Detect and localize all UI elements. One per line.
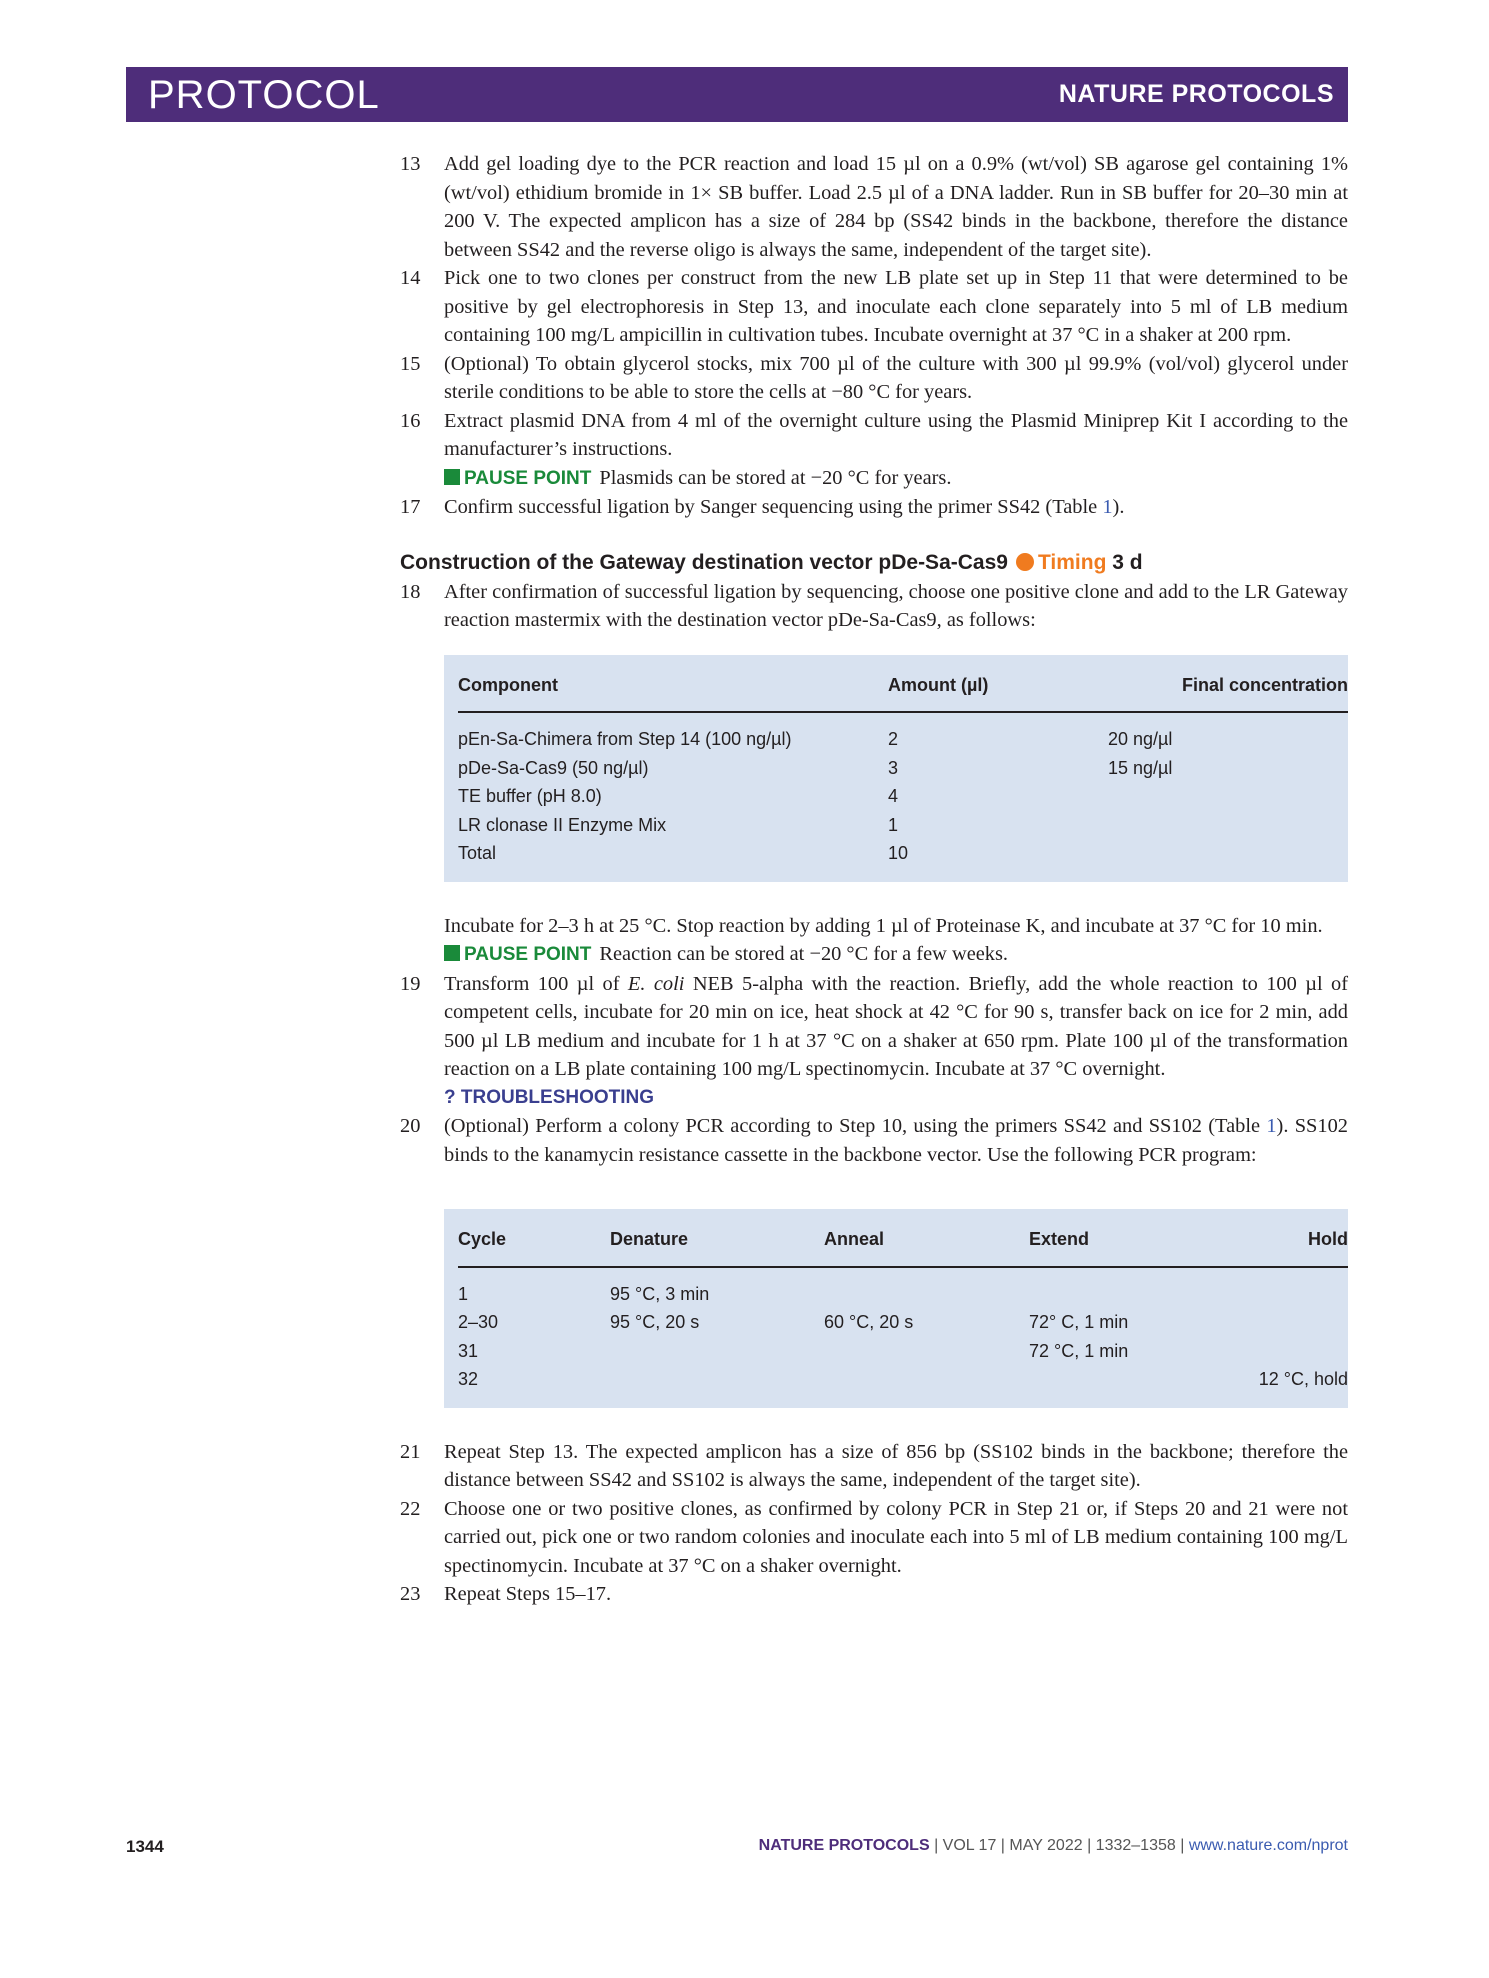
table-cell: 72° C, 1 min [1029,1312,1129,1332]
table-cell: 72 °C, 1 min [1029,1340,1129,1361]
step-19 [400,970,1348,1084]
table-row [458,1365,1348,1394]
table-header: Cycle [458,1215,610,1267]
table-row [458,782,1348,811]
step-text: Add gel loading dye to the PCR reaction and load 15 µl on a 0.9% (wt/vol) SB agarose gel containing 1% (wt/vol) ethidium bromide in 1× SB buffer. Load 2.5 µl of a DNA ladder. Run in SB buffer for 20–30 min at 200 V. The expected amplicon has a size of 284 bp (SS42 binds in the backbone, therefore the distance between SS42 and the reverse oligo is always the same, independent of the target site). [444,153,1348,261]
step-13 [400,150,1348,264]
section-label: PROTOCOL [148,73,380,117]
table-cell [1108,782,1348,811]
table-row [458,754,1348,783]
pcr-program-table [444,1209,1348,1408]
pause-square-icon [444,945,460,961]
table-cell: 15 ng/µl [1108,757,1173,778]
table-cell [824,1267,1029,1309]
table-cell [1108,811,1348,840]
step-text-end: NEB 5-alpha with the reaction. Briefly, add the whole reaction to 100 µl of competent cells, incubate for 20 min on ice, heat shock at 42 °C for 90 s, transfer back on ice for 2 min, add 500 µl LB medium and incubate for 1 h at 37 °C on a shaker at 650 rpm. Plate 100 µl of the transformation reaction on a LB plate containing 100 mg/L spectinomycin. Incubate at 37 °C overnight. [444,972,1348,1080]
table-row [458,1308,1348,1337]
table-cell: 1 [458,1283,469,1304]
table-cell: Total [458,843,497,863]
table-row [458,1267,1348,1309]
table-cell: 3 [888,757,899,778]
step-number: 17 [400,496,421,518]
table-cell: pEn-Sa-Chimera from Step 14 (100 ng/µl) [458,729,792,749]
step-text: Confirm successful ligation by Sanger sequencing using the primer SS42 (Table [444,496,1103,518]
footer-citation: NATURE PROTOCOLS | VOL 17 | MAY 2022 | 1332–1358 | www.nature.com/nprot [758,1837,1348,1854]
table-cell: 31 [458,1340,479,1361]
pause-point-1 [400,464,1348,494]
header-bar [126,67,1348,122]
pause-point-2 [400,940,1348,970]
step-number: 13 [400,153,421,175]
table-header: Denature [610,1215,824,1267]
table-cell: 12 °C, hold [1258,1369,1348,1389]
table-cell: 95 °C, 20 s [610,1312,700,1332]
step-23 [400,1580,1348,1609]
pause-label: PAUSE POINT [464,467,592,489]
step-16 [400,407,1348,464]
table-ref-link[interactable]: 1 [1266,1115,1277,1137]
table-cell: TE buffer (pH 8.0) [458,786,602,806]
step-text: Choose one or two positive clones, as confirmed by colony PCR in Step 21 or, if Steps 20 and 21 were not carried out, pick one or two random colonies and inoculate each into 5 ml of LB medium containing 100 mg/L spectinomycin. Incubate at 37 °C on a shaker overnight. [444,1497,1348,1577]
table-cell [1029,1267,1239,1309]
table-row [458,839,1348,868]
table-header: Amount (µl) [888,661,1108,713]
pause-text: Plasmids can be stored at −20 °C for years. [599,466,952,489]
table-cell [610,1365,824,1394]
section-heading [400,548,1348,578]
table-row [458,712,1348,754]
step-number: 21 [400,1440,421,1463]
step-text: Pick one to two clones per construct from the new LB plate set up in Step 11 that were determined to be positive by gel electrophoresis in Step 13, and inoculate each clone separately into 5 ml of LB medium containing 100 mg/L ampicillin in cultivation tubes. Incubate overnight at 37 °C in a shaker at 200 rpm. [444,267,1348,346]
reaction-table [444,655,1348,882]
step-17 [400,493,1348,522]
table-cell: 1 [888,814,899,835]
step-text: (Optional) To obtain glycerol stocks, mix 700 µl of the culture with 300 µl 99.9% (vol/vol) glycerol under sterile conditions to be able to store the cells at −80 °C for years. [444,352,1348,403]
table-cell [1239,1267,1348,1309]
species-name: E. coli [627,972,685,995]
table-cell: 95 °C, 3 min [610,1283,710,1304]
step-number: 23 [400,1583,421,1605]
table-cell: pDe-Sa-Cas9 (50 ng/µl) [458,757,649,778]
step-14 [400,264,1348,350]
page-number: 1344 [126,1837,164,1856]
step-number: 19 [400,972,421,995]
footer-url-link[interactable]: www.nature.com/nprot [1188,1837,1348,1854]
table-cell: LR clonase II Enzyme Mix [458,814,667,835]
step-text: After confirmation of successful ligation by sequencing, choose one positive clone and add to the LR Gateway reaction mastermix with the destination vector pDe-Sa-Cas9, as follows: [444,580,1348,631]
table-header: Extend [1029,1215,1239,1267]
footer-pages: 1332–1358 [1095,1837,1176,1854]
step-text-end: ). [1112,496,1125,518]
table-row [458,1337,1348,1366]
footer-volume: VOL 17 [942,1837,997,1854]
table-cell [1108,839,1348,868]
step-number: 20 [400,1115,421,1137]
step-number: 16 [400,409,421,432]
step-15 [400,350,1348,407]
table-cell [610,1337,824,1366]
table-cell: 2–30 [458,1312,499,1332]
table-cell [824,1337,1029,1366]
incubate-paragraph [400,912,1348,941]
table-cell: 60 °C, 20 s [824,1312,914,1332]
journal-name-header: NATURE PROTOCOLS [1058,80,1334,108]
pause-label: PAUSE POINT [464,944,592,965]
section-title: Construction of the Gateway destination vector pDe-Sa-Cas9 [400,550,1008,574]
footer-date: MAY 2022 [1009,1837,1083,1854]
step-text-end: ). SS102 binds to the kanamycin resistance cassette in the backbone vector. Use the following PCR program: [444,1115,1348,1166]
pause-square-icon [444,469,460,485]
step-text: Repeat Step 13. The expected amplicon has a size of 856 bp (SS102 binds in the backbone; therefore the distance between SS42 and SS102 is always the same, independent of the target site). [444,1440,1348,1491]
table-cell [1029,1365,1239,1394]
step-number: 14 [400,267,421,289]
step-20 [400,1112,1348,1169]
step-18 [400,578,1348,635]
step-number: 15 [400,352,421,375]
main-content [400,150,1348,1609]
step-text: (Optional) Perform a colony PCR according to Step 10, using the primers SS42 and SS102 (Table [444,1115,1267,1137]
timing-dot-icon [1016,553,1034,571]
step-21 [400,1438,1348,1495]
table-cell [1239,1337,1348,1366]
step-number: 18 [400,580,421,603]
table-header: Hold [1239,1215,1348,1267]
timing-label: Timing [1037,550,1107,574]
table-cell: 20 ng/µl [1108,729,1173,749]
troubleshooting-link[interactable]: ? TROUBLESHOOTING [444,1086,655,1108]
footer-journal: NATURE PROTOCOLS [758,1837,930,1854]
table-cell: 10 [888,843,909,863]
table-header: Anneal [824,1215,1029,1267]
step-text: Incubate for 2–3 h at 25 °C. Stop reaction by adding 1 µl of Proteinase K, and incubate at 37 °C for 10 min. [444,914,1323,937]
table-ref-link[interactable]: 1 [1102,496,1113,518]
table-row [458,811,1348,840]
step-22 [400,1495,1348,1581]
table-cell [1239,1308,1348,1337]
table-header: Final concentration [1108,661,1348,713]
table-cell [824,1365,1029,1394]
table-header: Component [458,661,888,713]
step-text: Transform 100 µl of [444,972,628,995]
timing-value: 3 d [1112,550,1143,574]
step-number: 22 [400,1497,421,1520]
step-text: Extract plasmid DNA from 4 ml of the overnight culture using the Plasmid Miniprep Kit I according to the manufacturer’s instructions. [444,409,1348,460]
table-cell: 4 [888,786,899,806]
step-text: Repeat Steps 15–17. [444,1583,612,1605]
table-cell: 32 [458,1369,479,1389]
pause-text: Reaction can be stored at −20 °C for a few weeks. [599,943,1009,965]
table-cell: 2 [888,729,899,749]
